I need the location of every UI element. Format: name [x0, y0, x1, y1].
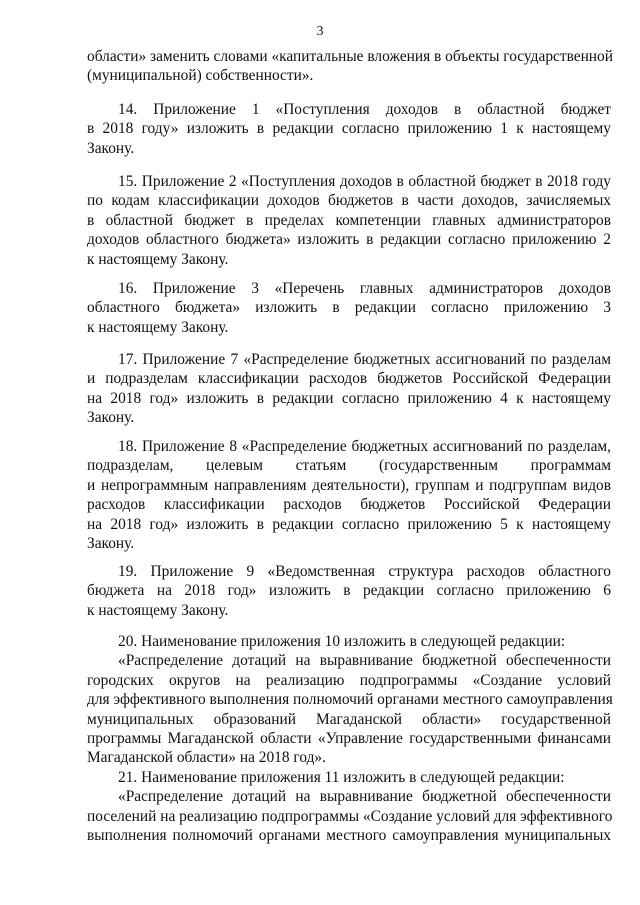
paragraph-item-19	[87, 562, 611, 620]
text-line: по кодам классификации доходов бюджетов в части доходов, зачисляемых	[87, 192, 611, 210]
text-line: выполнения полномочий органами местного самоуправления муниципальных	[87, 827, 611, 845]
text-line: и подразделам классификации расходов бюджетов Российской Федерации	[87, 370, 611, 388]
text-line: к настоящему Закону.	[87, 601, 229, 619]
text-line: для эффективного выполнения полномочий органами местного самоуправления	[87, 691, 613, 709]
text-line: программы Магаданской области «Управление государственными финансами	[87, 730, 611, 748]
text-line: 15. Приложение 2 «Поступления доходов в областной бюджет в 2018 году	[118, 173, 611, 190]
text-line: городских округов на реализацию подпрограммы «Создание условий	[87, 671, 611, 689]
text-line: расходов классификации расходов бюджетов Российской Федерации	[87, 496, 611, 514]
text-line: Закону.	[87, 409, 135, 427]
text-line: к настоящему Закону.	[87, 250, 229, 268]
text-line: поселений на реализацию подпрограммы «Создание условий для эффективного	[87, 807, 613, 825]
text-line: области» заменить словами «капитальные вложения в объекты государственной	[87, 48, 613, 65]
text-line: Закону.	[87, 139, 135, 157]
paragraph-continuation	[87, 47, 611, 86]
text-line: «Распределение дотаций на выравнивание бюджетной обеспеченности	[118, 788, 611, 806]
paragraph-item-18	[87, 437, 611, 553]
text-line: в 2018 году» изложить в редакции согласно приложению 1 к настоящему	[87, 120, 611, 138]
paragraph-item-20	[87, 632, 611, 768]
text-line: областного бюджета» изложить в редакции согласно приложению 3	[87, 299, 611, 317]
text-line: в областной бюджет в пределах компетенции главных администраторов	[87, 211, 611, 229]
text-line: 21. Наименование приложения 11 изложить в следующей редакции:	[118, 769, 565, 786]
text-line: на 2018 год» изложить в редакции согласно приложению 4 к настоящему	[87, 389, 611, 407]
paragraph-item-14	[87, 100, 611, 158]
text-line: подразделам, целевым статьям (государственным программам	[87, 457, 611, 475]
text-line: 14. Приложение 1 «Поступления доходов в областной бюджет	[118, 101, 611, 118]
text-line: и непрограммным направлениям деятельности), группам и подгруппам видов	[87, 476, 611, 494]
paragraph-item-15	[87, 172, 611, 269]
paragraph-item-21	[87, 768, 611, 846]
text-line: 16. Приложение 3 «Перечень главных администраторов доходов	[118, 280, 611, 297]
text-line: к настоящему Закону.	[87, 318, 229, 336]
text-line: (муниципальной) собственности».	[87, 67, 314, 85]
text-line: 17. Приложение 7 «Распределение бюджетных ассигнований по разделам	[118, 351, 611, 368]
text-line: 20. Наименование приложения 10 изложить в следующей редакции:	[118, 633, 566, 650]
text-line: Магаданской области» на 2018 год».	[87, 749, 326, 767]
text-line: «Распределение дотаций на выравнивание бюджетной обеспеченности	[118, 652, 611, 670]
text-line: на 2018 год» изложить в редакции согласно приложению 5 к настоящему	[87, 515, 611, 533]
page-number: 3	[316, 24, 324, 39]
paragraph-item-16	[87, 279, 611, 337]
text-line: 19. Приложение 9 «Ведомственная структура расходов областного	[118, 563, 611, 580]
text-line: доходов областного бюджета» изложить в редакции согласно приложению 2	[87, 231, 611, 249]
paragraph-item-17	[87, 350, 611, 428]
text-line: бюджета на 2018 год» изложить в редакции согласно приложению 6	[87, 582, 611, 600]
text-line: муниципальных образований Магаданской области» государственной	[87, 710, 611, 728]
text-line: Закону.	[87, 535, 135, 553]
text-line: 18. Приложение 8 «Распределение бюджетных ассигнований по разделам,	[118, 438, 611, 455]
